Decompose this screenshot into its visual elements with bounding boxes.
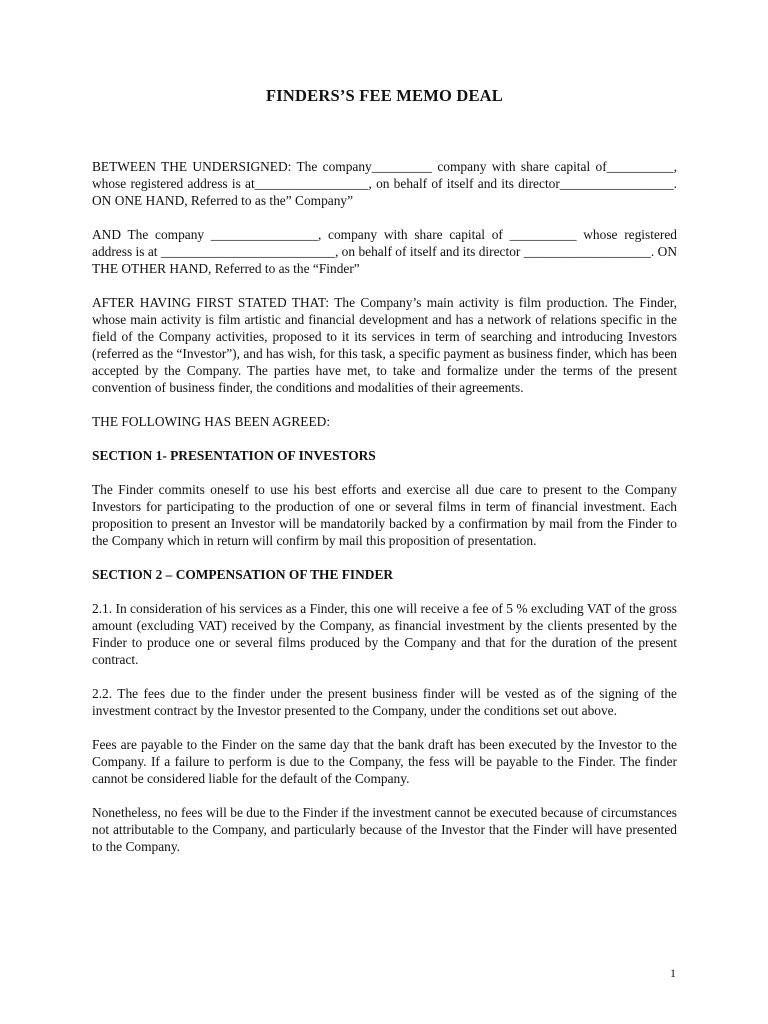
section-2-paragraph-4: Nonetheless, no fees will be due to the Finder if the investment cannot be executed because of circumstances not attributable to the Company, and particularly because of the Investor that the Finder will have presented to the Company. — [92, 805, 677, 854]
section-2-paragraph-1: 2.1. In consideration of his services as a Finder, this one will receive a fee of 5 % excluding VAT of the gross amount (excluding VAT) received by the Company, as financial investment by the clients presented by the Finder to produce one or several films produced by the Company and that for the duration of the present contract. — [92, 601, 677, 667]
paragraph-after-stated: AFTER HAVING FIRST STATED THAT: The Company’s main activity is film production. The Finder, whose main activity is film artistic and financial development and has a network of relations specific in the field of the Company activities, proposed to it its services in term of searching and introducing Investors (referred as the “Investor”), and has wish, for this task, a specific payment as business finder, which has been accepted by the Company. The parties have met, to take and formalize under the terms of the present convention of business finder, the conditions and modalities of their agreements. — [92, 295, 677, 395]
paragraph-and-company: AND The company ________________, company with share capital of __________ whose registered address is at __________________________, on behalf of itself and its director ___________________. ON THE OTHER HAND, Referred to as the “Finder” — [92, 227, 677, 276]
paragraph-agreed: THE FOLLOWING HAS BEEN AGREED: — [92, 414, 331, 429]
paragraph-between-undersigned: BETWEEN THE UNDERSIGNED: The company_________ company with share capital of__________, whose registered address is at_________________, on behalf of itself and its director_________________. ON ONE HAND, Referred to as the” Company” — [92, 159, 677, 208]
section-2-heading: SECTION 2 – COMPENSATION OF THE FINDER — [92, 567, 394, 582]
document-body — [92, 86, 677, 855]
section-1-heading: SECTION 1- PRESENTATION OF INVESTORS — [92, 448, 376, 463]
section-1-text: The Finder commits oneself to use his best efforts and exercise all due care to present to the Company Investors for participating to the production of one or several films in term of financial investment. Each proposition to present an Investor will be mandatorily backed by a confirmation by mail from the Finder to the Company which in return will confirm by mail this proposition of presentation. — [92, 482, 677, 548]
document-title: FINDERS’S FEE MEMO DEAL — [266, 86, 503, 105]
section-2-paragraph-3: Fees are payable to the Finder on the same day that the bank draft has been executed by the Investor to the Company. If a failure to perform is due to the Company, the fess will be payable to the Finder. The finder cannot be considered liable for the default of the Company. — [92, 737, 677, 786]
section-2-paragraph-2: 2.2. The fees due to the finder under the present business finder will be vested as of the signing of the investment contract by the Investor presented to the Company, under the conditions set out above. — [92, 686, 677, 718]
page-number: 1 — [670, 966, 676, 980]
